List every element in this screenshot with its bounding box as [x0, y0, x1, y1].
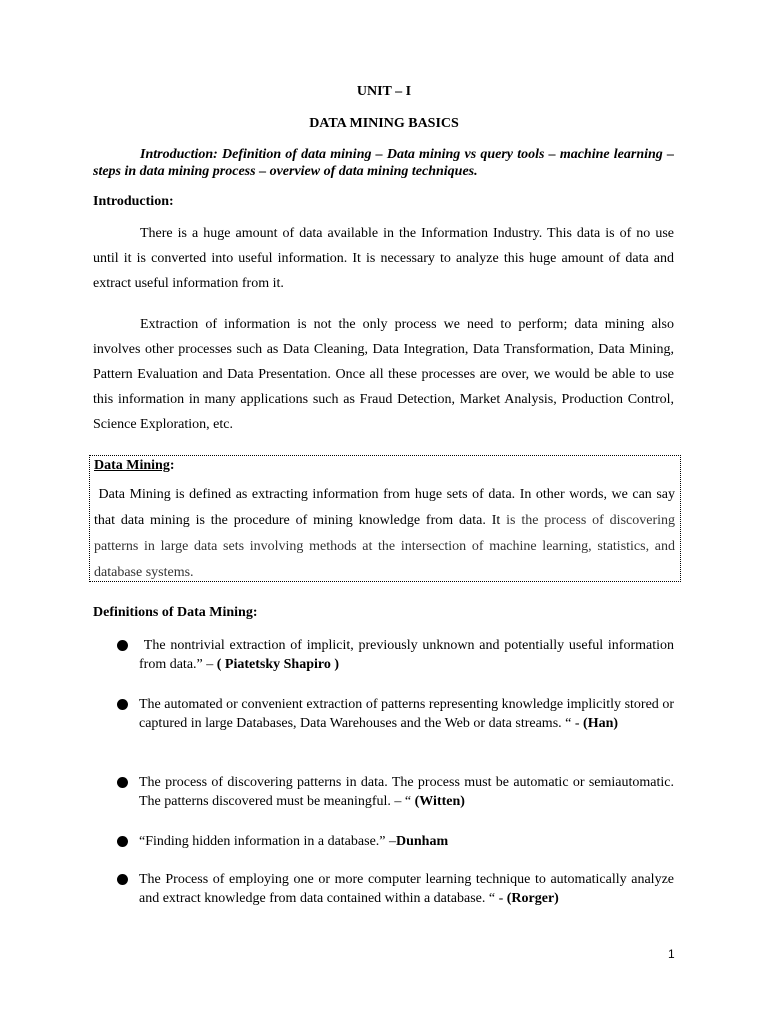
bullet-icon	[117, 836, 128, 847]
definition-author: (Witten)	[414, 794, 465, 809]
definition-author: ( Piatetsky Shapiro )	[216, 657, 339, 672]
definition-item-text	[139, 773, 674, 811]
definition-author: (Rorger)	[506, 891, 559, 906]
data-mining-box-text-a: Data Mining is defined as extracting information from huge sets of data. In other words, we can say that data mining is the procedure of mining knowledge from data. It	[94, 487, 675, 528]
bullet-icon	[117, 640, 128, 651]
introduction-paragraph-1: There is a huge amount of data available in the Information Industry. This data is of no use until it is converted into useful information. It is necessary to analyze this huge amount of data and extract useful information from it.	[93, 226, 674, 291]
definition-text: The process of discovering patterns in data. The process must be automatic or semiautomatic. The patterns discovered must be meaningful. – “	[139, 775, 674, 809]
definition-item-text	[139, 870, 674, 908]
definitions-heading: Definitions of Data Mining:	[93, 605, 258, 620]
definition-author: Dunham	[396, 834, 449, 849]
data-mining-box-colon: :	[169, 458, 175, 473]
definition-text: The automated or convenient extraction of patterns representing knowledge implicitly stored or captured in large Databases, Data Warehouses and the Web or data streams. “ -	[139, 697, 674, 731]
page-number: 1	[668, 947, 675, 961]
introduction-paragraph-2: Extraction of information is not the only process we need to perform; data mining also involves other processes such as Data Cleaning, Data Integration, Data Transformation, Data Mining, Pattern Evaluation and Data Presentation. Once all these processes are over, we would be able to use this information in many applications such as Fraud Detection, Market Analysis, Production Control, Science Exploration, etc.	[93, 317, 674, 432]
bullet-icon	[117, 777, 128, 788]
intro-summary: Introduction: Definition of data mining – Data mining vs query tools – machine learning – steps in data mining process – overview of data mining techniques.	[93, 147, 674, 179]
definition-text: “Finding hidden information in a database.” –	[139, 834, 396, 849]
data-mining-box-heading: Data Mining	[94, 458, 170, 473]
data-mining-box-heading-line	[94, 458, 675, 474]
data-mining-definition-box	[89, 455, 681, 582]
definition-text: The nontrivial extraction of implicit, previously unknown and potentially useful information from data.” –	[139, 638, 674, 672]
data-mining-box-text	[94, 482, 675, 586]
definition-item-text	[139, 832, 674, 851]
unit-title: UNIT – I	[356, 84, 412, 99]
definition-item-text	[139, 695, 674, 733]
bullet-icon	[117, 874, 128, 885]
data-mining-box-text-b: is the process of discovering patterns in large data sets involving methods at the intersection of machine learning, statistics, and database systems.	[94, 513, 675, 580]
definition-text: The Process of employing one or more computer learning technique to automatically analyze and extract knowledge from data contained within a database. “ -	[139, 872, 674, 906]
introduction-heading: Introduction:	[93, 194, 174, 209]
bullet-icon	[117, 699, 128, 710]
definition-item-text	[139, 636, 674, 674]
definition-author: (Han)	[583, 716, 619, 731]
chapter-title: DATA MINING BASICS	[309, 116, 459, 131]
